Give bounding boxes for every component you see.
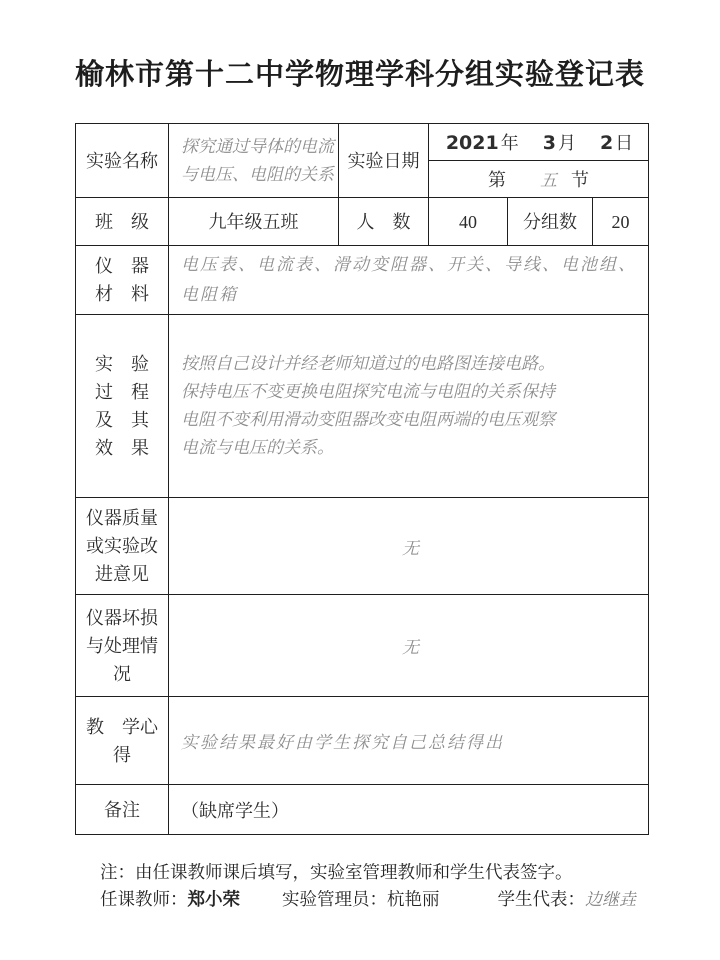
student-signature (498, 886, 637, 914)
period-suffix: 节 (571, 170, 589, 190)
period-prefix: 第 (488, 170, 506, 190)
damage-label-line2: 与处理情 (86, 635, 158, 656)
process-text-line2: 保持电压不变更换电阻探究电流与电阻的关系保持 (181, 382, 555, 402)
table-row (76, 697, 649, 785)
insights-label-line1: 教 学心 (86, 716, 158, 737)
remarks-label: 备注 (76, 785, 169, 835)
insights-value (169, 697, 649, 785)
remarks-value (169, 785, 649, 835)
damage-label-line1: 仪器坏损 (86, 607, 158, 628)
experiment-form-table (75, 123, 649, 835)
teacher-signature (100, 886, 240, 914)
quality-label (76, 498, 169, 595)
insights-label (76, 697, 169, 785)
damage-value (169, 595, 649, 697)
date-year: 2021 (445, 132, 499, 154)
quality-label-line3: 进意见 (95, 564, 149, 584)
class-label: 班 级 (76, 198, 169, 246)
table-row (76, 595, 649, 697)
remarks-text: （缺席学生） (181, 800, 289, 821)
group-count-label: 分组数 (508, 198, 593, 246)
materials-label-line2: 材 料 (95, 284, 149, 304)
materials-label (76, 246, 169, 315)
table-row (76, 246, 649, 315)
date-month-unit: 月 (557, 133, 576, 153)
process-text-line4: 电流与电压的关系。 (181, 438, 334, 458)
date-day: 2 (599, 132, 614, 154)
process-value (169, 315, 649, 498)
manager-name: 杭艳丽 (387, 889, 440, 909)
table-row (76, 498, 649, 595)
date-year-unit: 年 (500, 133, 519, 153)
class-value: 九年级五班 (169, 198, 339, 246)
table-row (76, 198, 649, 246)
manager-label: 实验管理员： (282, 889, 387, 909)
group-count-value: 20 (593, 198, 649, 246)
class-period-value (429, 161, 649, 198)
experiment-date-value (429, 124, 649, 161)
student-label: 学生代表： (497, 889, 585, 909)
table-row (76, 124, 649, 161)
signature-row (100, 886, 720, 914)
footer (100, 859, 720, 914)
student-name: 边继垚 (585, 890, 636, 910)
experiment-name-label: 实验名称 (76, 124, 169, 198)
experiment-name-line1: 探究通过导体的电流 (181, 136, 334, 157)
quality-text: 无 (402, 538, 419, 559)
damage-label-line3: 况 (113, 663, 131, 684)
footer-note: 注：由任课教师课后填写，实验室管理教师和学生代表签字。 (100, 862, 573, 882)
insights-label-line2: 得 (113, 744, 131, 765)
date-day-unit: 日 (615, 133, 634, 153)
process-label (76, 315, 169, 498)
period-number: 五 (540, 171, 557, 191)
process-label-line1: 实 验 (95, 354, 149, 374)
materials-value (169, 246, 649, 315)
process-text-line1: 按照自己设计并经老师知道过的电路图连接电路。 (181, 354, 555, 374)
manager-signature (282, 886, 440, 914)
materials-label-line1: 仪 器 (95, 256, 149, 276)
date-month: 3 (542, 132, 556, 154)
damage-label (76, 595, 169, 697)
table-row (76, 785, 649, 835)
headcount-label: 人 数 (339, 198, 429, 246)
process-label-line2: 过 程 (95, 382, 149, 402)
insights-text: 实验结果最好由学生探究自己总结得出 (181, 733, 504, 753)
quality-label-line2: 或实验改 (86, 536, 158, 556)
damage-text: 无 (402, 638, 419, 658)
experiment-name-value (169, 124, 339, 198)
process-label-line3: 及 其 (95, 410, 149, 430)
process-label-line4: 效 果 (95, 438, 149, 458)
quality-label-line1: 仪器质量 (86, 508, 158, 528)
page-title: 榆林市第十二中学物理学科分组实验登记表 (74, 59, 645, 91)
table-row (76, 315, 649, 498)
teacher-label: 任课教师： (100, 889, 188, 909)
materials-text: 电压表、电流表、滑动变阻器、开关、导线、电池组、电阻箱 (181, 255, 637, 305)
experiment-date-label: 实验日期 (339, 124, 429, 198)
process-text-line3: 电阻不变利用滑动变阻器改变电阻两端的电压观察 (181, 410, 555, 430)
headcount-value: 40 (429, 198, 508, 246)
teacher-name: 郑小荣 (187, 889, 240, 909)
experiment-name-line2: 与电压、电阻的关系 (181, 164, 334, 185)
quality-value (169, 498, 649, 595)
